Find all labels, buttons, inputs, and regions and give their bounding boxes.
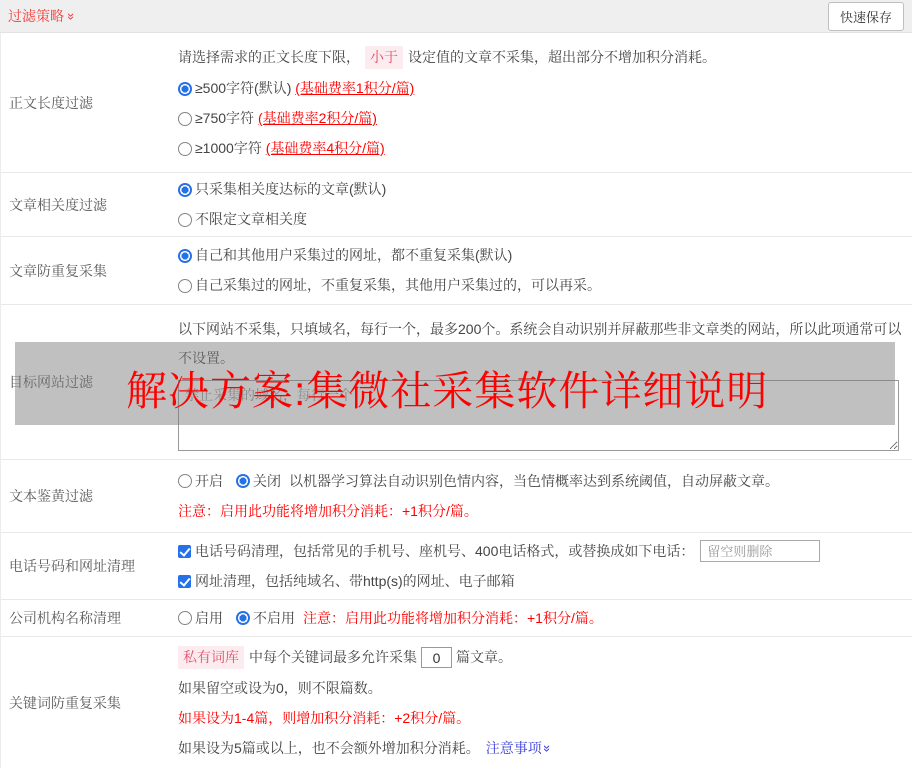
radio-icon[interactable] <box>178 279 192 293</box>
row-label-phone-url: 电话号码和网址清理 <box>9 558 135 574</box>
option-disable-label[interactable]: 不启用 <box>253 609 295 626</box>
radio-icon-on[interactable] <box>178 474 192 488</box>
radio-option-750[interactable] <box>178 108 904 129</box>
radio-icon[interactable] <box>178 82 192 96</box>
option-enable-label[interactable]: 启用 <box>195 609 223 626</box>
radio-option-500[interactable] <box>178 78 904 99</box>
radio-icon-disable[interactable] <box>236 611 250 625</box>
row-label-keyword: 关键词防重复采集 <box>9 694 121 711</box>
option-off-label[interactable]: 关闭 <box>253 472 281 489</box>
radio-option-dedup-self[interactable] <box>178 275 904 296</box>
option-label: 自己采集过的网址，不重复采集，其他用户采集过的，可以再采。 <box>195 277 601 293</box>
keyword-note-five-text: 如果设为5篇或以上，也不会额外增加积分消耗。 <box>178 740 480 756</box>
row-label-dedup: 文章防重复采集 <box>9 262 107 279</box>
row-dedup <box>1 237 912 305</box>
row-label-relevance: 文章相关度过滤 <box>9 196 107 213</box>
less-than-badge: 小于 <box>365 46 403 69</box>
option-label: ≥750字符 <box>195 110 255 126</box>
row-relevance <box>1 173 912 237</box>
radio-icon[interactable] <box>178 213 192 227</box>
porn-filter-description: 以机器学习算法自动识别色情内容，当色情概率达到系统阈值，自动屏蔽文章。 <box>289 472 779 489</box>
radio-icon[interactable] <box>178 112 192 126</box>
company-cleanup-options <box>178 608 904 629</box>
quick-save-button[interactable]: 快速保存 <box>828 2 904 31</box>
keyword-count-input[interactable] <box>421 647 452 668</box>
private-thesaurus-badge[interactable]: 私有词库 <box>178 646 244 669</box>
option-label: ≥500字符(默认) <box>195 80 292 96</box>
phone-cleanup-label: 电话号码清理，包括常见的手机号、座机号、400电话格式，或替换成如下电话： <box>195 542 695 559</box>
keyword-note-zero: 如果留空或设为0，则不限篇数。 <box>178 680 382 696</box>
settings-table <box>0 33 912 768</box>
radio-icon-off[interactable] <box>236 474 250 488</box>
company-cost-note: 注意：启用此功能将增加积分消耗：+1积分/篇。 <box>303 609 603 626</box>
notice-link[interactable] <box>485 738 555 759</box>
keyword-note-five <box>178 738 904 759</box>
porn-filter-cost-note: 注意：启用此功能将增加积分消耗：+1积分/篇。 <box>178 502 478 519</box>
blocked-domains-textarea[interactable] <box>178 380 899 451</box>
url-cleanup-option[interactable] <box>178 571 904 592</box>
page-title-text: 过滤策略 <box>8 8 64 24</box>
radio-option-dedup-all[interactable] <box>178 245 904 266</box>
option-cost-note: (基础费率4积分/篇) <box>265 140 385 156</box>
chevron-down-icon: » <box>64 12 80 20</box>
radio-icon[interactable] <box>178 142 192 156</box>
radio-option-1000[interactable] <box>178 138 904 159</box>
checkbox-icon-url[interactable] <box>178 575 191 588</box>
row-label-porn-filter: 文本鉴黄过滤 <box>9 488 93 504</box>
notice-link-label: 注意事项 <box>485 740 542 756</box>
watermark-text: 解决方案:集微社采集软件详细说明 <box>126 368 769 414</box>
row-label-site-filter: 目标网站过滤 <box>9 374 93 390</box>
row-company-cleanup <box>1 600 912 637</box>
row-content-length <box>1 33 912 173</box>
content-length-intro <box>178 46 904 69</box>
page-title[interactable] <box>8 6 80 26</box>
phone-cleanup-option[interactable] <box>178 540 904 562</box>
option-label: ≥1000字符 <box>195 140 262 156</box>
keyword-note-cost: 如果设为1-4篇，则增加积分消耗：+2积分/篇。 <box>178 710 471 726</box>
radio-option-relevance-any[interactable] <box>178 209 904 230</box>
url-cleanup-label: 网址清理，包括纯域名、带http(s)的网址、电子邮箱 <box>195 573 515 589</box>
row-porn-filter <box>1 460 912 533</box>
option-on-label[interactable]: 开启 <box>195 472 223 489</box>
row-label-content-length: 正文长度过滤 <box>9 94 93 111</box>
radio-icon[interactable] <box>178 183 192 197</box>
row-phone-url-cleanup <box>1 533 912 600</box>
keyword-limit-suffix: 篇文章。 <box>456 649 512 665</box>
option-label: 自己和其他用户采集过的网址，都不重复采集(默认) <box>195 247 513 263</box>
porn-filter-options <box>178 471 904 492</box>
keyword-limit-line <box>178 646 904 669</box>
option-label: 不限定文章相关度 <box>195 211 307 227</box>
option-cost-note: (基础费率1积分/篇) <box>295 80 415 96</box>
intro-suffix: 设定值的文章不采集，超出部分不增加积分消耗。 <box>408 49 716 65</box>
chevron-down-icon: » <box>539 744 555 753</box>
replacement-phone-input[interactable] <box>700 540 820 562</box>
option-label: 只采集相关度达标的文章(默认) <box>195 181 387 197</box>
site-filter-description: 以下网站不采集，只填域名，每行一个，最多200个。系统会自动识别并屏蔽那些非文章类的网站，所以此项通常可以不设置。 <box>178 321 902 366</box>
row-keyword-dedup <box>1 637 912 768</box>
radio-icon[interactable] <box>178 249 192 263</box>
intro-prefix: 请选择需求的正文长度下限， <box>178 49 360 65</box>
checkbox-icon-phone[interactable] <box>178 545 191 558</box>
option-cost-note: (基础费率2积分/篇) <box>257 110 377 126</box>
radio-option-relevance-strict[interactable] <box>178 179 904 200</box>
radio-icon-enable[interactable] <box>178 611 192 625</box>
header-bar <box>0 0 912 33</box>
keyword-limit-text: 中每个关键词最多允许采集 <box>249 649 417 665</box>
row-label-company: 公司机构名称清理 <box>9 610 121 626</box>
row-site-filter <box>1 305 912 460</box>
